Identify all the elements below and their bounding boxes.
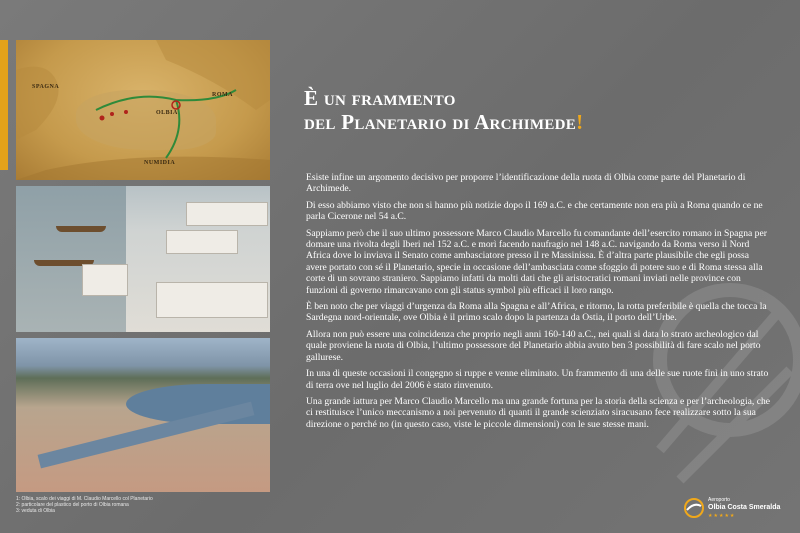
page-title <box>304 86 774 134</box>
route-map-icon <box>16 40 270 180</box>
model-building <box>156 282 268 318</box>
logo-name: Olbia Costa Smeralda <box>708 504 781 511</box>
body-text <box>306 172 772 435</box>
caption-3: 3: veduta di Olbia <box>16 508 55 514</box>
logo-stars: ★★★★★ <box>708 513 736 519</box>
title-line-1: È un frammento <box>304 86 456 110</box>
paragraph: Una grande iattura per Marco Claudio Marcello ma una grande fortuna per la storia della scienza e per l’archeologia, che ci restituisce l’unico meccanismo a noi pervenuto di quanti il grande scienziato siracusano fece realizzare sotto la sua direzione o perché no (in questo caso, viste le piccole dimensioni) con le sue stesse mani. <box>306 395 771 430</box>
title-line-2 <box>304 110 774 134</box>
title-exclamation: ! <box>576 110 584 134</box>
paragraph: Di esso abbiamo visto che non si hanno più notizie dopo il 169 a.C. e che certamente non era più a Roma quando ce ne parla Cicerone nel 54 a.C. <box>306 199 763 223</box>
model-ship <box>56 226 106 232</box>
map-photo <box>16 40 270 180</box>
paragraph: Sappiamo però che il suo ultimo possessore Marco Claudio Marcello fu comandante dell’esercito romano in Spagna per domare una rivolta degli Iberi nel 152 a.C. e morì facendo naufragio nel 148 a.C. navigando da Roma verso il Nord Africa dove lo inviava il Senato come ambasciatore presso il re Massinissa. È d’altra parte plausibile che egli possa avere portato con sé il Planetario, specie in occasione dell’ambasciata come sfoggio di potere suo e di Roma stessa alla corte di un sovrano straniero. Sappiamo infatti da molti dati che gli aristocratici romani inviati nelle province con funzioni di governo rimarcavano con gli status symbol più efficaci il loro rango. <box>306 227 767 296</box>
airport-logo <box>684 494 794 524</box>
map-label-spagna: SPAGNA <box>32 84 60 90</box>
paragraph: È ben noto che per viaggi d’urgenza da Roma alla Spagna e all’Africa, e ritorno, la rotta preferibile è quella che tocca la Sardegna nord-orientale, ove Olbia è il primo scalo dopo la partenza da Ostia, il porto dell’Urbe. <box>306 301 767 324</box>
paragraph: Allora non può essere una coincidenza che proprio negli anni 160-140 a.C., nei quali si data lo strato archeologico dal quale proviene la ruota di Olbia, l’ultimo possessore del Planetario abbia avuto ben 3 possibilità di fare scalo nel porto gallurese. <box>306 328 761 363</box>
harbour-model-photo <box>16 186 270 332</box>
map-label-numidia: NUMIDIA <box>144 160 176 166</box>
aerial-view-photo <box>16 338 270 492</box>
model-water <box>16 186 126 332</box>
caption-1: 1: Olbia, scalo dei viaggi di M. Claudio Marcello col Planetario <box>16 496 153 502</box>
photo-captions <box>16 496 276 514</box>
map-label-olbia: OLBIA <box>156 110 178 116</box>
caption-2: 2: particolare del plastico del porto di Olbia romana <box>16 502 129 508</box>
map-label-roma: ROMA <box>212 92 233 98</box>
model-building <box>186 202 268 226</box>
accent-bar <box>0 40 8 170</box>
model-building <box>166 230 238 254</box>
logo-subtitle: Aeroporto <box>708 497 730 503</box>
paragraph: In una di queste occasioni il congegno si ruppe e venne eliminato. Un frammento di una delle sue ruote finì in uno strato di terra ove nel luglio del 2006 è stato rinvenuto. <box>306 368 769 391</box>
paragraph: Esiste infine un argomento decisivo per proporre l’identificazione della ruota di Olbia come parte del Planetario di Archimede. <box>306 172 746 195</box>
title-line-2-text: del Planetario di Archimede <box>304 110 577 134</box>
airport-logo-icon <box>684 498 704 518</box>
model-building <box>82 264 128 296</box>
